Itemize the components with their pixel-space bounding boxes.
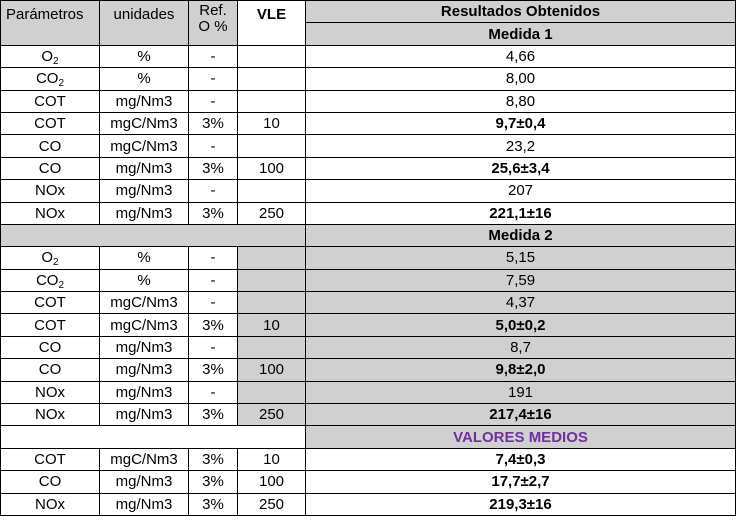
- param-cell: [1, 68, 100, 90]
- param-name: CO: [35, 70, 59, 88]
- param-cell: [1, 471, 100, 493]
- value-cell: 25,6±3,4: [306, 157, 736, 179]
- table-row: [1, 269, 736, 291]
- header-ref: [189, 1, 238, 46]
- medios-header-section: [1, 426, 736, 448]
- param-cell: [1, 292, 100, 314]
- vle-cell: [238, 381, 306, 403]
- unit-cell: mg/Nm3: [100, 90, 189, 112]
- vle-cell: 250: [238, 404, 306, 426]
- table-row: [1, 448, 736, 470]
- header-parametros: Parámetros: [1, 1, 100, 46]
- unit-cell: mgC/Nm3: [100, 292, 189, 314]
- header-ref-line2: O %: [198, 18, 228, 35]
- value-cell: 23,2: [306, 135, 736, 157]
- value-cell: 221,1±16: [306, 202, 736, 224]
- header-ref-line1: Ref.: [199, 2, 227, 19]
- value-cell: 9,7±0,4: [306, 112, 736, 134]
- param-cell: [1, 269, 100, 291]
- param-cell: [1, 180, 100, 202]
- value-cell: 8,00: [306, 68, 736, 90]
- unit-cell: %: [100, 269, 189, 291]
- ref-cell: -: [189, 45, 238, 67]
- ref-cell: 3%: [189, 493, 238, 515]
- unit-cell: mgC/Nm3: [100, 112, 189, 134]
- unit-cell: mgC/Nm3: [100, 314, 189, 336]
- param-name: CO: [38, 159, 62, 177]
- table-row: [1, 359, 736, 381]
- unit-cell: mgC/Nm3: [100, 448, 189, 470]
- table-row: [1, 90, 736, 112]
- param-name: COT: [34, 294, 66, 312]
- ref-cell: 3%: [189, 404, 238, 426]
- ref-cell: 3%: [189, 448, 238, 470]
- vle-cell: 10: [238, 448, 306, 470]
- header-vle: VLE: [238, 1, 306, 46]
- table-row: [1, 314, 736, 336]
- medida2-section: [1, 247, 736, 426]
- unit-cell: mg/Nm3: [100, 471, 189, 493]
- table-row: [1, 68, 736, 90]
- param-name: COT: [34, 115, 66, 133]
- param-cell: [1, 314, 100, 336]
- value-cell: 17,7±2,7: [306, 471, 736, 493]
- unit-cell: mg/Nm3: [100, 359, 189, 381]
- table-row: [1, 135, 736, 157]
- table-row: [1, 336, 736, 358]
- value-cell: 5,15: [306, 247, 736, 269]
- table-row: [1, 180, 736, 202]
- param-cell: [1, 359, 100, 381]
- param-name: NOx: [35, 182, 65, 200]
- param-name: NOx: [35, 383, 65, 401]
- param-name: CO: [38, 361, 62, 379]
- param-name: CO: [38, 473, 62, 491]
- param-cell: [1, 135, 100, 157]
- ref-cell: -: [189, 381, 238, 403]
- param-cell: [1, 112, 100, 134]
- ref-cell: -: [189, 68, 238, 90]
- value-cell: 8,80: [306, 90, 736, 112]
- param-cell: [1, 404, 100, 426]
- value-cell: 217,4±16: [306, 404, 736, 426]
- ref-cell: 3%: [189, 157, 238, 179]
- param-cell: [1, 202, 100, 224]
- medida2-spacer: [1, 224, 306, 246]
- param-name: NOx: [35, 204, 65, 222]
- param-name: COT: [34, 451, 66, 468]
- ref-cell: 3%: [189, 112, 238, 134]
- vle-cell: [238, 90, 306, 112]
- header-valores-medios: VALORES MEDIOS: [306, 426, 736, 448]
- vle-cell: 250: [238, 202, 306, 224]
- vle-cell: [238, 247, 306, 269]
- value-cell: 219,3±16: [306, 493, 736, 515]
- vle-cell: [238, 68, 306, 90]
- header-medida-1: Medida 1: [306, 23, 736, 45]
- table-row: [1, 202, 736, 224]
- vle-cell: [238, 292, 306, 314]
- ref-cell: 3%: [189, 359, 238, 381]
- vle-cell: [238, 269, 306, 291]
- value-cell: 7,59: [306, 269, 736, 291]
- ref-cell: 3%: [189, 202, 238, 224]
- table-row: [1, 45, 736, 67]
- ref-cell: 3%: [189, 471, 238, 493]
- medida2-header-row: [1, 224, 736, 246]
- param-name: CO: [38, 339, 62, 357]
- param-name: COT: [34, 92, 66, 110]
- value-cell: 8,7: [306, 336, 736, 358]
- value-cell: 7,4±0,3: [306, 448, 736, 470]
- value-cell: 207: [306, 180, 736, 202]
- ref-cell: -: [189, 292, 238, 314]
- vle-cell: [238, 45, 306, 67]
- vle-cell: 100: [238, 157, 306, 179]
- vle-cell: 10: [238, 314, 306, 336]
- medios-section: [1, 448, 736, 515]
- unit-cell: mg/Nm3: [100, 157, 189, 179]
- param-cell: [1, 90, 100, 112]
- header-row: [1, 1, 736, 23]
- vle-cell: 100: [238, 471, 306, 493]
- value-cell: 4,66: [306, 45, 736, 67]
- ref-cell: -: [189, 135, 238, 157]
- table-row: [1, 157, 736, 179]
- vle-cell: [238, 336, 306, 358]
- ref-cell: -: [189, 247, 238, 269]
- ref-cell: -: [189, 180, 238, 202]
- vle-cell: [238, 180, 306, 202]
- medida1-section: [1, 45, 736, 224]
- vle-cell: 10: [238, 112, 306, 134]
- table-row: [1, 381, 736, 403]
- param-name: O: [41, 47, 54, 65]
- header-resultados: Resultados Obtenidos: [306, 1, 736, 23]
- vle-cell: 100: [238, 359, 306, 381]
- unit-cell: mg/Nm3: [100, 180, 189, 202]
- param-cell: [1, 247, 100, 269]
- ref-cell: -: [189, 336, 238, 358]
- param-name: COT: [34, 316, 66, 334]
- medios-header-row: [1, 426, 736, 448]
- unit-cell: mg/Nm3: [100, 336, 189, 358]
- param-cell: [1, 381, 100, 403]
- header-unidades: unidades: [100, 1, 189, 46]
- param-name: NOx: [35, 495, 65, 513]
- table-row: [1, 292, 736, 314]
- param-subscript: 2: [53, 257, 59, 269]
- header-medida-2: Medida 2: [306, 224, 736, 246]
- table-row: [1, 471, 736, 493]
- param-subscript: 2: [53, 55, 59, 67]
- ref-cell: -: [189, 269, 238, 291]
- param-name: O: [41, 249, 54, 267]
- value-cell: 5,0±0,2: [306, 314, 736, 336]
- unit-cell: %: [100, 68, 189, 90]
- unit-cell: mg/Nm3: [100, 493, 189, 515]
- value-cell: 4,37: [306, 292, 736, 314]
- param-cell: [1, 45, 100, 67]
- param-name: NOx: [35, 406, 65, 424]
- unit-cell: %: [100, 247, 189, 269]
- vle-cell: [238, 135, 306, 157]
- unit-cell: mgC/Nm3: [100, 135, 189, 157]
- table-row: [1, 112, 736, 134]
- table-row: [1, 404, 736, 426]
- medios-spacer: [1, 426, 306, 448]
- unit-cell: mg/Nm3: [100, 404, 189, 426]
- param-cell: [1, 157, 100, 179]
- ref-cell: -: [189, 90, 238, 112]
- param-name: CO: [38, 137, 62, 155]
- value-cell: 9,8±2,0: [306, 359, 736, 381]
- unit-cell: %: [100, 45, 189, 67]
- param-cell: [1, 448, 100, 470]
- table-row: [1, 493, 736, 515]
- table-row: [1, 247, 736, 269]
- param-cell: [1, 336, 100, 358]
- unit-cell: mg/Nm3: [100, 381, 189, 403]
- param-cell: [1, 493, 100, 515]
- vle-cell: 250: [238, 493, 306, 515]
- ref-cell: 3%: [189, 314, 238, 336]
- param-subscript: 2: [58, 279, 65, 291]
- unit-cell: mg/Nm3: [100, 202, 189, 224]
- param-subscript: 2: [58, 78, 65, 90]
- medida2-header-section: [1, 224, 736, 246]
- param-name: CO: [35, 271, 59, 289]
- value-cell: 191: [306, 381, 736, 403]
